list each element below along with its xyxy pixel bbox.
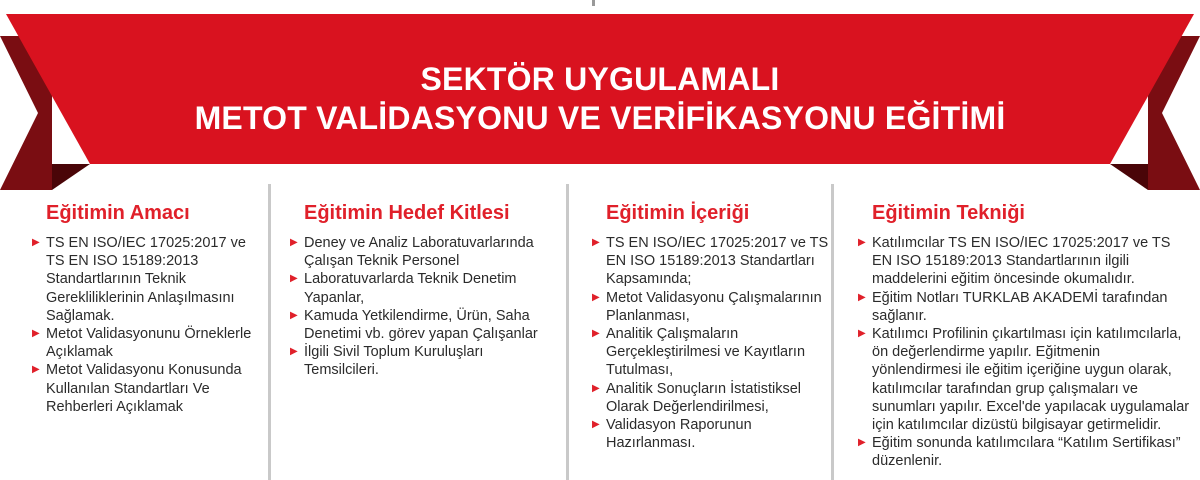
column-technique — [858, 200, 1192, 471]
column-divider — [268, 184, 271, 480]
column-heading: Eğitimin Amacı — [46, 202, 190, 224]
column-target-audience — [290, 200, 560, 380]
bullet-list — [32, 234, 262, 416]
ribbon-right-fold — [1110, 164, 1148, 190]
banner-title-line1: SEKTÖR UYGULAMALI — [420, 61, 780, 97]
banner-title-line2: METOT VALİDASYONU VE VERİFİKASYONU EĞİTİMİ — [194, 100, 1006, 136]
column-aim — [32, 200, 262, 416]
column-content — [592, 200, 842, 452]
ribbon-left-fold — [52, 164, 90, 190]
list-item: ▶ Eğitim sonunda katılımcılara “Katılım Sertifikası” düzenlenir. — [858, 434, 1192, 470]
column-heading: Eğitimin Tekniği — [872, 202, 1025, 224]
list-item: ▶ Metot Validasyonunu Örneklerle Açıklamak — [32, 325, 262, 361]
column-divider — [566, 184, 569, 480]
list-item: ▶ İlgili Sivil Toplum Kuruluşları Temsilcileri. — [290, 343, 560, 379]
list-item: ▶ Metot Validasyonu Çalışmalarının Planlanması, — [592, 289, 842, 325]
bullet-list — [592, 234, 842, 452]
list-item: ▶ TS EN ISO/IEC 17025:2017 ve TS EN ISO 15189:2013 Standartlarının Teknik Gerekliliklerinin Anlaşılmasını Sağlamak. — [32, 234, 262, 325]
list-item: ▶ Deney ve Analiz Laboratuvarlarında Çalışan Teknik Personel — [290, 234, 560, 270]
list-item: ▶ Analitik Sonuçların İstatistiksel Olarak Değerlendirilmesi, — [592, 380, 842, 416]
list-item: ▶ Katılımcı Profilinin çıkartılması için katılımcılarla, ön değerlendirme yapılır. Eğitmenin yönlendirmesi ile eğitim içeriğine uygun olarak, katılımcılar tarafından grup çalışmaları ve sunumları yapılır. Excel'de yapılacak uygulamalar için katılımcılar dizüstü bilgisayar getirmelidir. — [858, 325, 1192, 434]
top-mark — [592, 0, 595, 6]
list-item: ▶ Eğitim Notları TURKLAB AKADEMİ tarafından sağlanır. — [858, 289, 1192, 325]
column-heading: Eğitimin Hedef Kitlesi — [304, 202, 510, 224]
bullet-list — [290, 234, 560, 380]
bullet-list — [858, 234, 1192, 471]
list-item: ▶ TS EN ISO/IEC 17025:2017 ve TS EN ISO 15189:2013 Standartları Kapsamında; — [592, 234, 842, 289]
list-item: ▶ Validasyon Raporunun Hazırlanması. — [592, 416, 842, 452]
list-item: ▶ Kamuda Yetkilendirme, Ürün, Saha Denetimi vb. görev yapan Çalışanlar — [290, 307, 560, 343]
column-heading: Eğitimin İçeriği — [606, 202, 750, 224]
list-item: ▶ Laboratuvarlarda Teknik Denetim Yapanlar, — [290, 270, 560, 306]
list-item: ▶ Katılımcılar TS EN ISO/IEC 17025:2017 ve TS EN ISO 15189:2013 Standartlarının ilgili maddelerini eğitim öncesinde okumalıdır. — [858, 234, 1192, 289]
list-item: ▶ Metot Validasyonu Konusunda Kullanılan Standartları Ve Rehberleri Açıklamak — [32, 361, 262, 416]
list-item: ▶ Analitik Çalışmaların Gerçekleştirilmesi ve Kayıtların Tutulması, — [592, 325, 842, 380]
